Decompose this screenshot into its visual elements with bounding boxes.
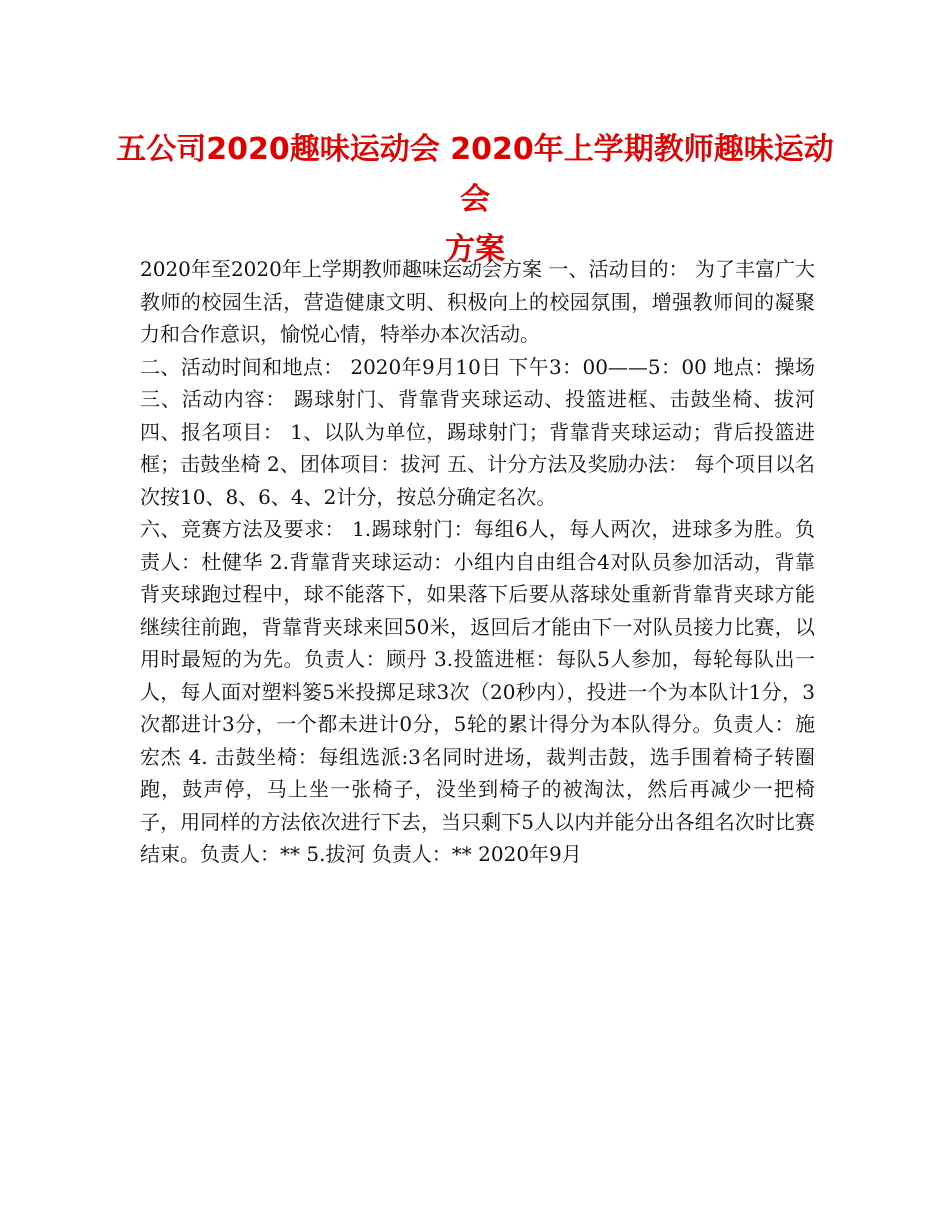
- document-title-line-2: 方案: [445, 232, 505, 267]
- paragraph-purpose: 2020年至2020年上学期教师趣味运动会方案 一、活动目的： 为了丰富广大教师的校园生活，营造健康文明、积极向上的校园氛围，增强教师间的凝聚力和合作意识，愉悦心情，特举办本次活动。: [140, 257, 815, 346]
- document-body: [140, 253, 815, 871]
- document-title-line-1: 五公司2020趣味运动会 2020年上学期教师趣味运动会: [116, 132, 834, 217]
- paragraph-competition-rules: 六、竞赛方法及要求： 1.踢球射门：每组6人，每人两次，进球多为胜。负责人：杜健华 2.背靠背夹球运动：小组内自由组合4对队员参加活动，背靠背夹球跑过程中，球不能落下，如果落下后要从落球处重新背靠背夹球方能继续往前跑，背靠背夹球来回50米，返回后才能由下一对队员接力比赛，以用时最短的为先。负责人：顾丹 3.投篮进框：每队5人参加，每轮每队出一人，每人面对塑料篓5米投掷足球3次（20秒内），投进一个为本队计1分，3次都进计3分，一个都未进计0分，5轮的累计得分为本队得分。负责人：施宏杰 4. 击鼓坐椅：每组选派:3名同时进场，裁判击鼓，选手围着椅子转圈跑，鼓声停，马上坐一张椅子，没坐到椅子的被淘汰，然后再减少一把椅子，用同样的方法依次进行下去，当只剩下5人以内并能分出各组名次时比赛结束。负责人：** 5.拔河 负责人：** 2020年9月: [140, 517, 815, 866]
- paragraph-time-place-content: 二、活动时间和地点： 2020年9月10日 下午3：00——5：00 地点：操场 三、活动内容： 踢球射门、背靠背夹球运动、投篮进框、击鼓坐椅、拔河 四、报名项目： 1、以队为单位，踢球射门；背靠背夹球运动；背后投篮进框；击鼓坐椅 2、团体项目：拔河 五、计分方法及奖励办法： 每个项目以名次按10、8、6、4、2计分，按总分确定名次。: [140, 354, 815, 509]
